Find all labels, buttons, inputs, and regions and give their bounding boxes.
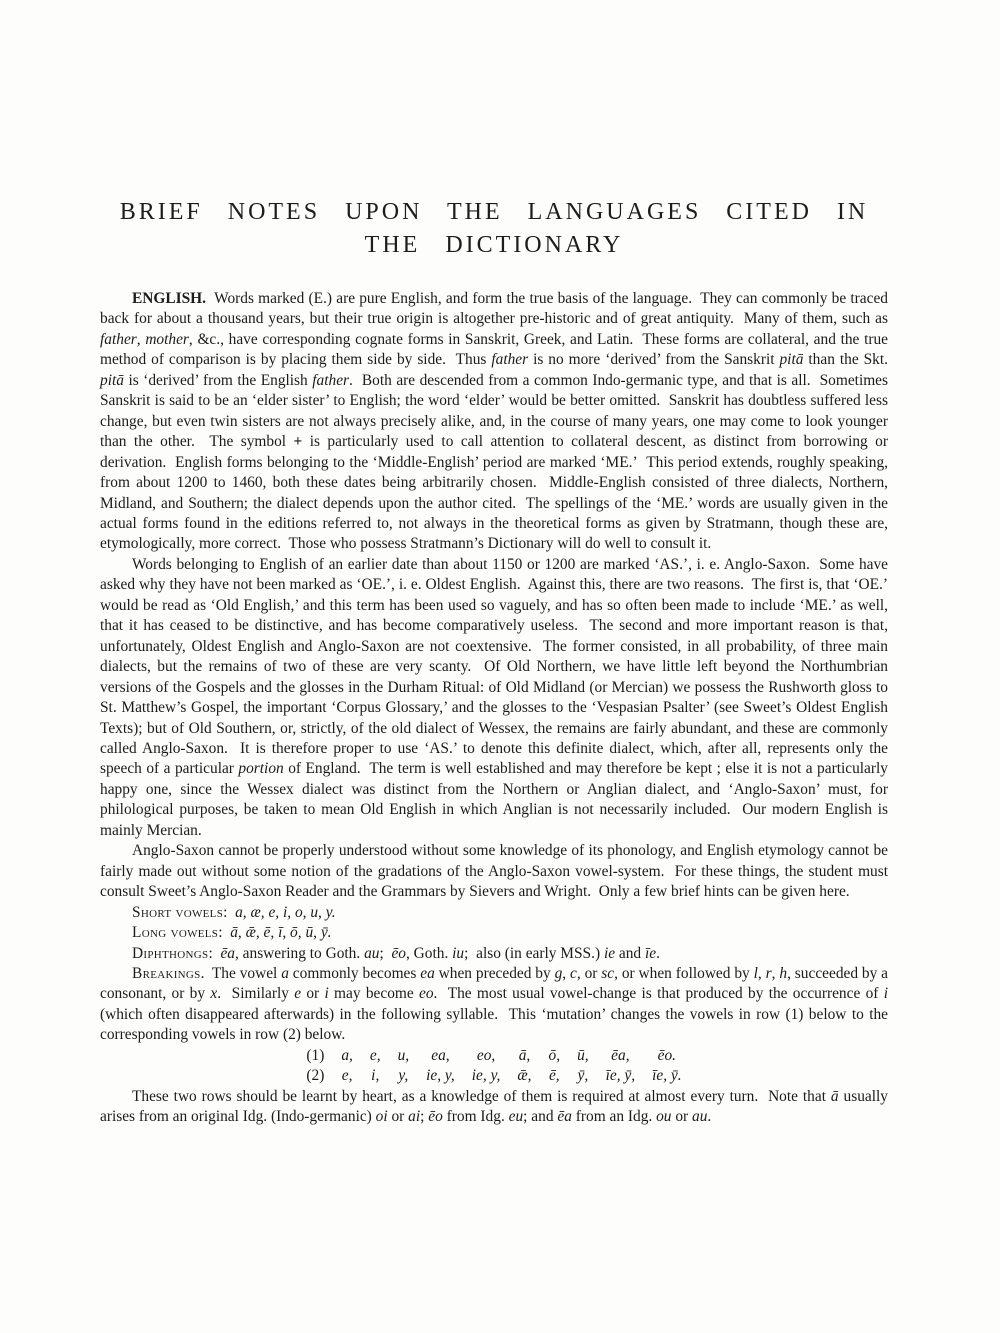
- page-title-line2: THE DICTIONARY: [364, 232, 624, 258]
- mutation-row1-cell: ēo.: [657, 1046, 677, 1064]
- mutation-row2-cell: īe, ȳ.: [652, 1067, 682, 1085]
- mutation-row1-cell: ū,: [577, 1046, 589, 1064]
- mutation-row2-cell: y,: [398, 1067, 409, 1085]
- mutation-row2-cell: īe, ȳ,: [605, 1067, 636, 1085]
- page-title-line1: BRIEF NOTES UPON THE LANGUAGES CITED IN: [119, 199, 869, 225]
- page-body: [100, 289, 888, 1128]
- paragraph-breakings: Breakings. The vowel a commonly becomes ea when preceded by g, c, or sc, or when followed by l, r, h, succeeded by a consonant, or by x. Similarly e or i may become eo. The most usual vowel-change is that produced by the occurrence of i (which often disappeared afterwards) in the following syllable. This ‘mutation’ changes the vowels in row (1) below to the corresponding vowels in row (2) below.: [100, 964, 889, 1044]
- mutation-row1-cell: a,: [341, 1046, 353, 1064]
- line-short-vowels: Short vowels: a, æ, e, i, o, u, y.: [132, 903, 336, 921]
- line-diphthongs: Diphthongs: ēa, answering to Goth. au; ēo, Goth. iu; also (in early MSS.) ie and īe.: [132, 944, 660, 962]
- mutation-row1-cell: ō,: [548, 1046, 561, 1064]
- paragraph-english: ENGLISH. Words marked (E.) are pure English, and form the true basis of the language. They can commonly be traced back for about a thousand years, but their true origin is altogether pre-historic and of great antiquity. Many of them, such as father, mother, &c., have corresponding cognate forms in Sanskrit, Greek, and Latin. These forms are collateral, and the true method of comparison is by placing them side by side. Thus father is no more ‘derived’ from the Sanskrit pitā than the Skt. pitā is ‘derived’ from the English father. Both are descended from a common Indo-germanic type, and that is all. Sometimes Sanskrit is said to be an ‘elder sister’ to English; the word ‘elder’ would be better omitted. Sanskrit has doubtless suffered less change, but even twin sisters are not always precisely alike, and, in the course of many years, one may come to look younger than the other. The symbol + is particularly used to call attention to collateral descent, as distinct from borrowing or derivation. English forms belonging to the ‘Middle-English’ period are marked ‘ME.’ This period extends, roughly speaking, from about 1200 to 1460, both these dates being arbitrarily chosen. Middle-English consisted of three dialects, Northern, Midland, and Southern; the dialect depends upon the author cited. The spellings of the ‘ME.’ words are usually given in the actual forms found in the editions referred to, not always in the theoretical forms as given by Stratmann, though these are, etymologically, more correct. Those who possess Stratmann’s Dictionary will do well to consult it.: [100, 290, 889, 553]
- mutation-vowel-table: [100, 1046, 888, 1087]
- mutation-row2-cell: ǣ,: [517, 1067, 532, 1085]
- mutation-row1-cell: e,: [369, 1046, 381, 1064]
- mutation-row1-cell: eo,: [476, 1046, 496, 1064]
- mutation-row1-cell: ea,: [431, 1046, 450, 1064]
- mutation-row2-label: (2): [306, 1067, 325, 1085]
- mutation-row2-cell: ie, y,: [426, 1067, 455, 1085]
- mutation-row2-cell: ē,: [548, 1067, 560, 1085]
- mutation-row2-cell: ȳ,: [577, 1067, 589, 1085]
- mutation-row1-cell: ēa,: [611, 1046, 630, 1064]
- mutation-row2-cell: ie, y,: [471, 1067, 501, 1085]
- paragraph-phonology: Anglo-Saxon cannot be properly understood without some knowledge of its phonology, and English etymology cannot be fairly made out without some notion of the gradations of the Anglo-Saxon vowel-system. For these things, the student must consult Sweet’s Anglo-Saxon Reader and the Grammars by Sievers and Wright. Only a few brief hints can be given here.: [100, 842, 888, 901]
- mutation-row2-cell: e,: [341, 1067, 353, 1085]
- page-title: [100, 196, 888, 262]
- paragraph-rows-note: These two rows should be learnt by heart, as a knowledge of them is required at almost every turn. Note that ā usually arises from an original Idg. (Indo-germanic) oi or ai; ēo from Idg. eu; and ēa from an Idg. ou or au.: [100, 1087, 888, 1126]
- line-long-vowels: Long vowels: ā, ǣ, ē, ī, ō, ū, ȳ.: [132, 924, 332, 942]
- mutation-row2-cell: i,: [371, 1067, 380, 1085]
- mutation-row1-label: (1): [306, 1046, 325, 1064]
- mutation-row1-cell: ā,: [518, 1046, 531, 1064]
- paragraph-early-english: Words belonging to English of an earlier date than about 1150 or 1200 are marked ‘AS.’, i. e. Anglo-Saxon. Some have asked why they have not been marked as ‘OE.’, i. e. Oldest English. Against this, there are two reasons. The first is, that ‘OE.’ would be read as ‘Old English,’ and this term has been used so vaguely, and has so often been made to include ‘ME.’ as well, that it has ceased to be distinctive, and has become comparatively useless. The second and more important reason is that, unfortunately, Oldest English and Anglo-Saxon are not coextensive. The former consisted, in all probability, of three main dialects, but the remains of two of these are very scanty. Of Old Northern, we have little left beyond the Northumbrian versions of the Gospels and the glosses in the Durham Ritual: of Old Midland (or Mercian) we possess the Rushworth gloss to St. Matthew’s Gospel, the important ‘Corpus Glossary,’ and the glosses to the ‘Vespasian Psalter’ (see Sweet’s Oldest English Texts); but of Old Southern, or, strictly, of the old dialect of Wessex, the remains are fairly abundant, and these are commonly called Anglo-Saxon. It is therefore proper to use ‘AS.’ to denote this definite dialect, which, after all, represents only the speech of a particular portion of England. The term is well established and may therefore be kept ; else it is not a particularly happy one, since the Wessex dialect was distinct from the Northern or Anglian dialect, and ‘Anglo-Saxon’ must, for philological purposes, be taken to mean Old English in which Anglian is not necessarily included. Our modern English is mainly Mercian.: [100, 555, 888, 839]
- mutation-row1-cell: u,: [397, 1046, 410, 1064]
